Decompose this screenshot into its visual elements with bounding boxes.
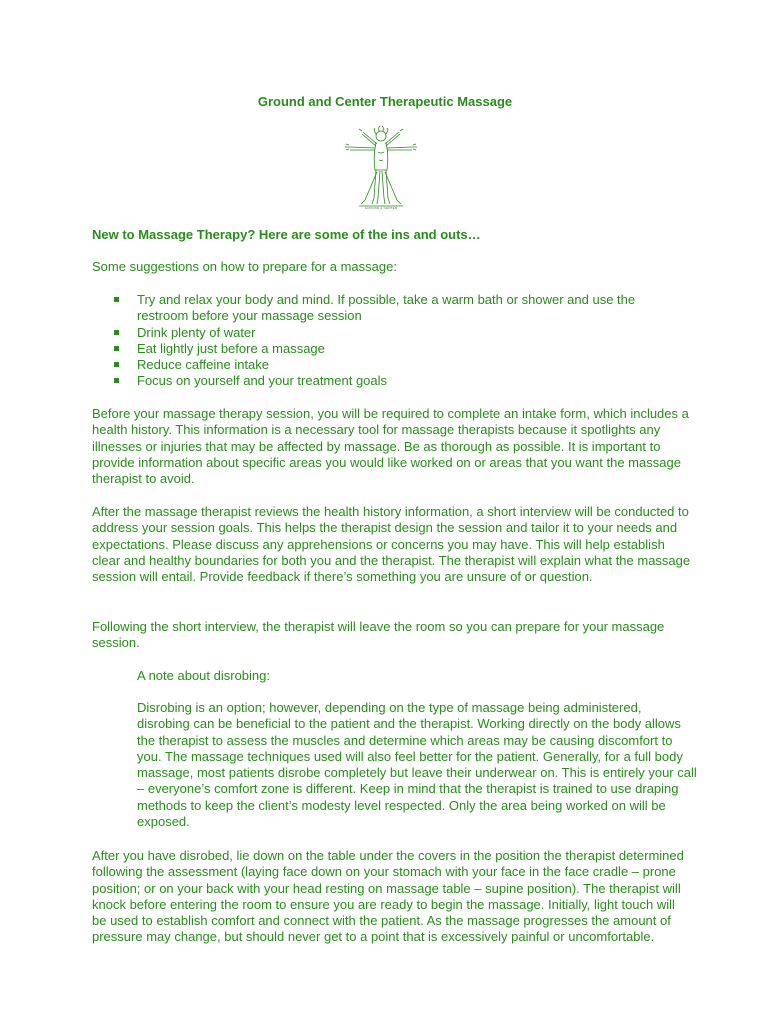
disrobing-note-label: A note about disrobing:: [137, 668, 270, 683]
vitruvian-figure-logo-icon: [341, 124, 421, 214]
list-item-text: Try and relax your body and mind. If possible, take a warm bath or shower and use the restroom before your massage session: [137, 292, 636, 324]
preparation-list: [110, 292, 680, 390]
square-bullet-icon: [114, 297, 119, 302]
list-item-text: Reduce caffeine intake: [137, 357, 270, 373]
logo-caption: GROUND & CENTER: [364, 206, 398, 210]
list-item-text: Eat lightly just before a massage: [137, 340, 325, 356]
list-item-text: Drink plenty of water: [137, 324, 256, 340]
intro-text: Some suggestions on how to prepare for a massage:: [92, 259, 397, 274]
document-title: Ground and Center Therapeutic Massage: [257, 94, 513, 109]
preparation-paragraph: Following the short interview, the therapist will leave the room so you can prepare for your massage session.: [92, 619, 665, 651]
interview-paragraph: After the massage therapist reviews the health history information, a short interview will be conducted to address your session goals. This helps the therapist design the session and tailor it to your needs and expectations. Please discuss any apprehensions or concerns you may have. This will help establish clear and healthy boundaries for both you and the therapist. The therapist will explain what the massage session will entail. Provide feedback if there’s something you are unsure of or question.: [92, 504, 691, 585]
section-heading: New to Massage Therapy? Here are some of the ins and outs…: [92, 227, 481, 242]
list-item: [110, 341, 680, 357]
square-bullet-icon: [114, 330, 119, 335]
list-item: [110, 373, 680, 389]
intake-form-paragraph: Before your massage therapy session, you will be required to complete an intake form, which includes a health history. This information is a necessary tool for massage therapists because it spotlights any illnesses or injuries that may be affected by massage. Be as thorough as possible. It is important to provide information about specific areas you would like worked on or areas that you want the massage therapist to avoid.: [92, 406, 689, 487]
massage-position-paragraph: After you have disrobed, lie down on the table under the covers in the position the therapist determined following the assessment (laying face down on your stomach with your face in the face cradle – prone position; or on your back with your head resting on massage table – supine position). The therapist will knock before entering the room to ensure you are ready to begin the massage. Initially, light touch will be used to establish comfort and connect with the patient. As the massage progresses the amount of pressure may change, but should never get to a point that is excessively painful or uncomfortable.: [92, 848, 684, 945]
square-bullet-icon: [114, 346, 119, 351]
list-item-text: Focus on yourself and your treatment goals: [137, 373, 388, 389]
square-bullet-icon: [114, 362, 119, 367]
square-bullet-icon: [114, 378, 119, 383]
disrobing-note-text: Disrobing is an option; however, depending on the type of massage being administered, disrobing can be beneficial to the patient and the therapist. Working directly on the body allows the therapist to assess the muscles and determine which areas may be causing discomfort to you. The massage techniques used will also feel better for the patient. Generally, for a full body massage, most patients disrobe completely but leave their underwear on. This is entirely your call – everyone’s comfort zone is different. Keep in mind that the therapist is trained to use draping methods to keep the client’s modesty level respected. Only the area being worked on will be exposed.: [137, 700, 697, 830]
list-item: [110, 325, 680, 341]
list-item: [110, 292, 680, 325]
list-item: [110, 357, 680, 373]
